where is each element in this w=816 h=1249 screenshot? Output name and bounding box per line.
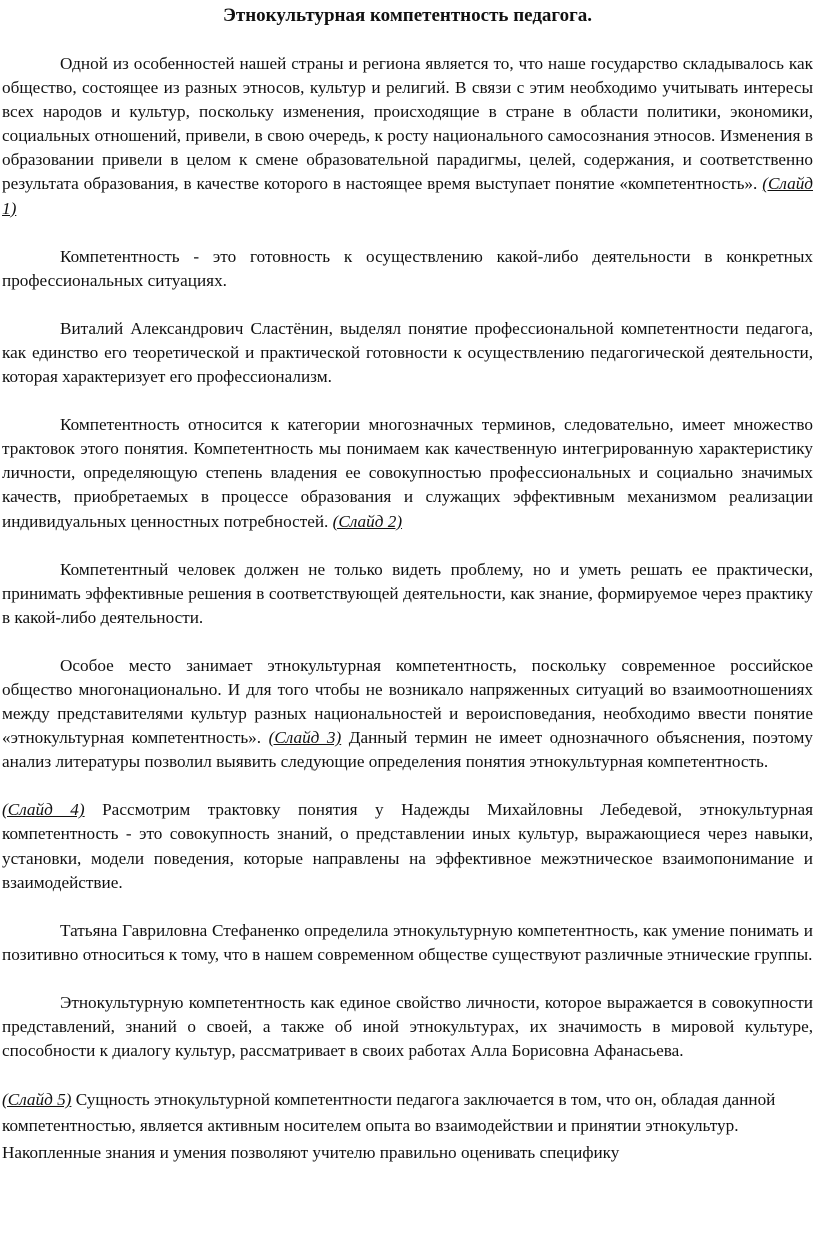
paragraph-9	[2, 991, 813, 1063]
paragraph-6-text-a: Особое место занимает этнокультурная компетентность, поскольку современное российское общество многонационально. И для того чтобы не возникало напряженных ситуаций во взаимоотношениях между представителями культур разных национальностей и вероисповедания, необходимо ввести понятие «этнокультурная компетентность».	[2, 655, 813, 748]
paragraph-10	[2, 1087, 813, 1166]
slide-ref-3: (Слайд 3)	[268, 728, 342, 748]
paragraph-1-text: Одной из особенностей нашей страны и региона является то, что наше государство складывалось как общество, состоящее из разных этносов, культур и религий. В связи с этим необходимо учитывать интересы всех народов и культур, поскольку изменения, происходящие в стране в области политики, экономики, социальных отношений, привели, в свою очередь, к росту национального самосознания этносов. Изменения в образовании привели в целом к смене образовательной парадигмы, целей, содержания, и соответственно результата образования, в качестве которого в настоящее время выступает понятие «компетентность».	[2, 54, 813, 194]
slide-ref-4: (Слайд 4)	[2, 800, 85, 820]
paragraph-8-text: Татьяна Гавриловна Стефаненко определила этнокультурную компетентность, как умение понимать и позитивно относиться к тому, что в нашем современном обществе существуют различные этнические группы.	[2, 920, 813, 964]
paragraph-5-text: Компетентный человек должен не только видеть проблему, но и уметь решать ее практически, принимать эффективные решения в соответствующей деятельности, как знание, формируемое через практику в какой-либо деятельности.	[2, 559, 813, 627]
paragraph-4	[2, 413, 813, 533]
paragraph-3-text: Виталий Александрович Сластёнин, выделял понятие профессиональной компетентности педагога, как единство его теоретической и практической готовности к осуществлению педагогической деятельности, которая характеризует его профессионализм.	[2, 318, 813, 387]
paragraph-1	[2, 52, 813, 221]
paragraph-7	[2, 798, 813, 894]
paragraph-9-text: Этнокультурную компетентность как единое свойство личности, которое выражается в совокупности представлений, знаний о своей, а также об иной этнокультурах, их значимость в мировой культуре, способности к диалогу культур, рассматривает в своих работах Алла Борисовна Афанасьева.	[2, 992, 813, 1061]
slide-ref-5: (Слайд 5)	[2, 1090, 72, 1110]
paragraph-3	[2, 317, 813, 389]
slide-ref-1: (Слайд 1)	[2, 174, 813, 218]
paragraph-10-text: Сущность этнокультурной компетентности педагога заключается в том, что он, обладая данной компетентностью, является активным носителем опыта во взаимодействии и принятии этнокультур. Накопленные знания и умения позволяют учителю правильно оценивать специфику	[2, 1090, 776, 1162]
slide-ref-2: (Слайд 2)	[332, 511, 403, 531]
document-title: Этнокультурная компетентность педагога.	[223, 5, 592, 26]
paragraph-2-text: Компетентность - это готовность к осуществлению какой-либо деятельности в конкретных профессиональных ситуациях.	[2, 246, 813, 290]
paragraph-4-text: Компетентность относится к категории многозначных терминов, следовательно, имеет множество трактовок этого понятия. Компетентность мы понимаем как качественную интегрированную характеристику личности, определяющую степень владения ее совокупностью профессиональных и социально значимых качеств, приобретаемых в процессе образования и служащих эффективным механизмом реализации индивидуальных ценностных потребностей.	[2, 415, 813, 531]
paragraph-6-text-b: Данный термин не имеет однозначного объяснения, поэтому анализ литературы позволил выявить следующие определения понятия этнокультурная компетентность.	[2, 728, 814, 772]
paragraph-7-text: Рассмотрим трактовку понятия у Надежды Михайловны Лебедевой, этнокультурная компетентность - это совокупность знаний, о представлении иных культур, выражающиеся через навыки, установки, модели поведения, которые направлены на эффективное межэтническое взаимопонимание и взаимодействие.	[2, 800, 814, 892]
paragraph-8	[2, 919, 813, 967]
paragraph-2	[2, 245, 813, 293]
paragraph-6	[2, 654, 813, 774]
paragraph-5	[2, 558, 813, 630]
